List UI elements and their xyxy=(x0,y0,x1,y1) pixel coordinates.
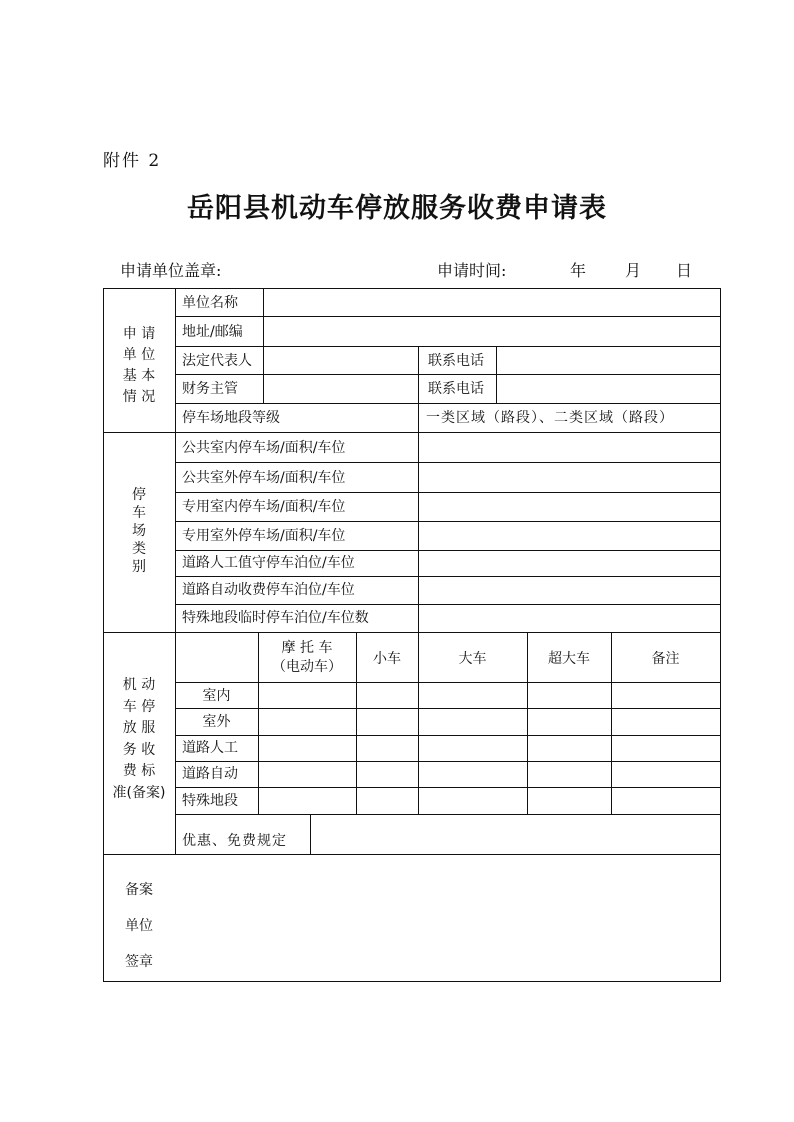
attachment-label: 附件 2 xyxy=(103,151,162,171)
column-divider xyxy=(496,346,497,404)
row-divider xyxy=(175,735,721,736)
section-fee-heading-line: 车 停 xyxy=(122,698,156,715)
contact-phone-label: 联系电话 xyxy=(428,381,484,397)
year-label: 年 xyxy=(570,261,587,280)
fee-row-label: 道路自动 xyxy=(182,766,238,782)
row-divider xyxy=(175,604,721,605)
section-basic-heading-line: 申 请 xyxy=(122,326,156,342)
row-divider xyxy=(175,462,721,463)
section-divider xyxy=(103,432,721,433)
table-border-right xyxy=(720,288,721,982)
lot-type-row: 公共室外停车场/面积/车位 xyxy=(182,470,346,486)
row-divider xyxy=(175,576,721,577)
fee-row-label: 特殊地段 xyxy=(182,793,238,809)
row-divider xyxy=(175,492,721,493)
section-type-heading-line: 场 xyxy=(132,523,146,539)
section-fee-heading-line: 机 动 xyxy=(122,677,156,693)
row-divider xyxy=(175,761,721,762)
section-record-heading-line: 单位 xyxy=(125,918,153,934)
col-motorcycle-header xyxy=(258,640,356,675)
row-divider xyxy=(175,346,721,347)
section-fee-heading-line: 务 收 xyxy=(122,741,156,758)
row-divider xyxy=(175,708,721,709)
page-title: 岳阳县机动车停放服务收费申请表 xyxy=(187,193,607,224)
section-fee-heading xyxy=(103,675,175,804)
lot-type-row: 道路自动收费停车泊位/车位 xyxy=(182,582,355,598)
fee-row-label: 室内 xyxy=(202,688,231,704)
lot-type-row: 专用室内停车场/面积/车位 xyxy=(182,499,346,515)
lot-type-row: 特殊地段临时停车泊位/车位数 xyxy=(182,610,369,626)
section-divider xyxy=(103,854,721,855)
unit-name-label: 单位名称 xyxy=(182,295,238,311)
lot-grade-label: 停车场地段等级 xyxy=(182,410,280,426)
section-record-heading-line: 签章 xyxy=(125,954,153,970)
lot-type-row: 公共室内停车场/面积/车位 xyxy=(182,440,346,456)
row-divider xyxy=(175,316,721,317)
month-label: 月 xyxy=(625,261,642,280)
section-basic-heading xyxy=(103,324,175,408)
section-type-heading xyxy=(103,486,175,576)
col-motorcycle-header-line: 摩 托 车 xyxy=(281,640,333,656)
column-divider xyxy=(418,432,419,633)
section-fee-heading-line: 费 标 xyxy=(122,763,156,779)
table-border-bottom xyxy=(103,981,721,982)
column-divider xyxy=(310,814,311,855)
lot-type-row: 道路人工值守停车泊位/车位 xyxy=(182,555,355,571)
application-time-label: 申请时间: xyxy=(437,261,507,280)
row-divider xyxy=(175,403,721,404)
table-border-top xyxy=(103,288,721,289)
legal-rep-label: 法定代表人 xyxy=(182,353,252,369)
row-divider xyxy=(175,787,721,788)
section-divider xyxy=(103,632,721,633)
col-xlarge-car-header: 超大车 xyxy=(548,651,590,667)
row-divider xyxy=(175,374,721,375)
section-fee-heading-line: 准(备案) xyxy=(112,784,166,801)
lot-grade-options: 一类区域（路段）、二类区域（路段） xyxy=(426,410,674,426)
row-divider xyxy=(175,550,721,551)
day-label: 日 xyxy=(676,261,693,280)
applicant-seal-label: 申请单位盖章: xyxy=(120,261,222,280)
row-divider xyxy=(175,814,721,815)
row-divider xyxy=(175,682,721,683)
finance-manager-label: 财务主管 xyxy=(182,381,238,397)
column-divider xyxy=(263,288,264,404)
section-type-heading-line: 停 xyxy=(132,487,146,503)
section-type-heading-line: 别 xyxy=(132,559,146,575)
col-small-car-header: 小车 xyxy=(373,651,401,667)
section-fee-heading-line: 放 服 xyxy=(122,720,156,736)
section-record-heading xyxy=(103,872,175,980)
section-type-heading-line: 车 xyxy=(132,505,146,521)
col-motorcycle-header-line: （电动车） xyxy=(272,659,342,675)
section-basic-heading-line: 情 况 xyxy=(122,389,156,405)
contact-phone-label: 联系电话 xyxy=(428,353,484,369)
discount-label: 优惠、免费规定 xyxy=(182,833,287,849)
section-basic-heading-line: 单 位 xyxy=(122,347,156,363)
fee-row-label: 室外 xyxy=(202,714,231,730)
col-large-car-header: 大车 xyxy=(458,651,487,667)
lot-type-row: 专用室外停车场/面积/车位 xyxy=(182,528,346,544)
col-note-header: 备注 xyxy=(651,651,680,667)
column-divider xyxy=(418,346,419,433)
fee-row-label: 道路人工 xyxy=(182,740,238,756)
section-record-heading-line: 备案 xyxy=(125,882,153,898)
address-label: 地址/邮编 xyxy=(182,324,243,340)
row-divider xyxy=(175,521,721,522)
section-type-heading-line: 类 xyxy=(132,541,146,557)
section-basic-heading-line: 基 本 xyxy=(122,368,156,384)
